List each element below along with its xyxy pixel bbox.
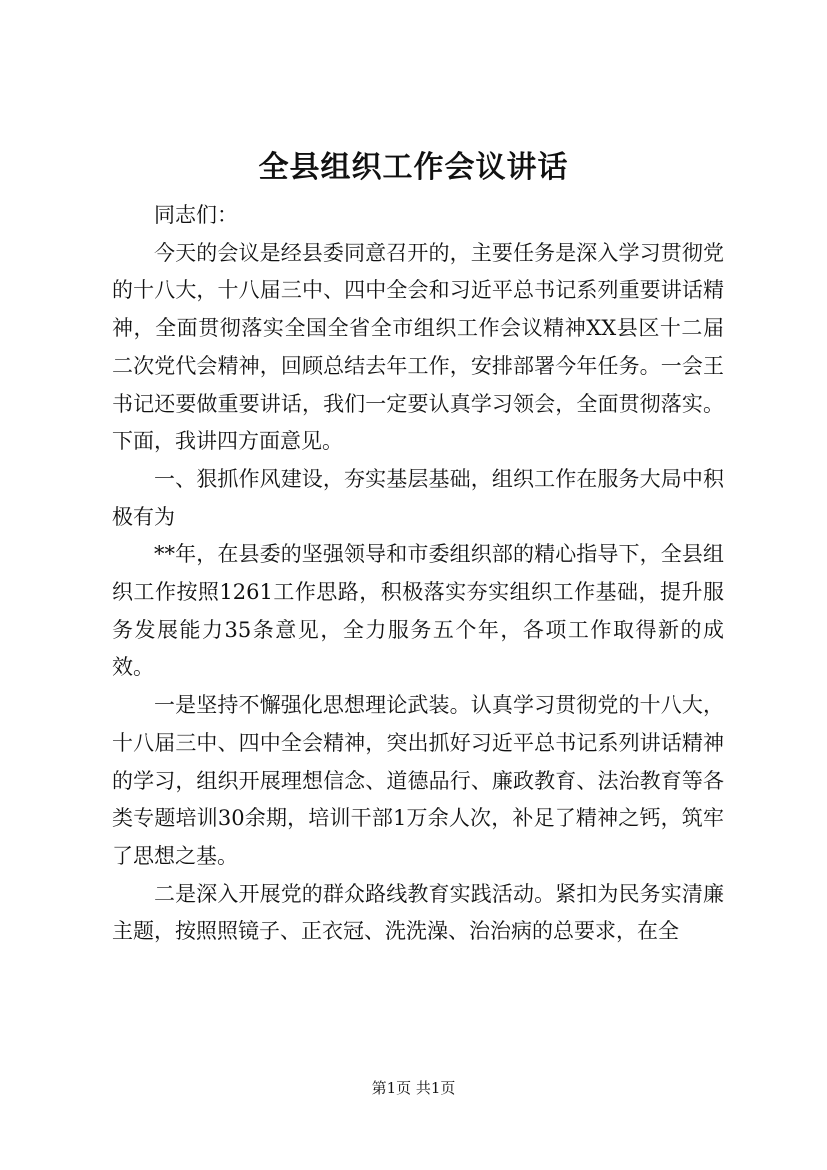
section-heading-1: 一、狠抓作风建设，夯实基层基础，组织工作在服务大局中积极有为 [112,466,724,529]
paragraph-point-2: 二是深入开展党的群众路线教育实践活动。紧扣为民务实清廉主题，按照照镜子、正衣冠、洗洗澡、治治病的总要求，在全 [112,881,724,944]
paragraph-summary: **年，在县委的坚强领导和市委组织部的精心指导下，全县组织工作按照1261工作思路，积极落实夯实组织工作基础，提升服务发展能力35条意见，全力服务五个年，各项工作取得新的成效。 [112,542,724,680]
paragraph-intro: 今天的会议是经县委同意召开的，主要任务是深入学习贯彻党的十八大，十八届三中、四中全会和习近平总书记系列重要讲话精神，全面贯彻落实全国全省全市组织工作会议精神XX县区十二届二次党代会精神，回顾总结去年工作，安排部署今年任务。一会王书记还要做重要讲话，我们一定要认真学习领会，全面贯彻落实。下面，我讲四方面意见。 [112,240,724,454]
document-title: 全县组织工作会议讲话 [258,150,569,185]
greeting: 同志们： [154,203,238,227]
page-number-footer: 第1页 共1页 [371,1079,456,1097]
document-body [112,197,724,951]
paragraph-point-1: 一是坚持不懈强化思想理论武装。认真学习贯彻党的十八大，十八届三中、四中全会精神，突出抓好习近平总书记系列讲话精神的学习，组织开展理想信念、道德品行、廉政教育、法治教育等各类专题培训30余期，培训干部1万余人次，补足了精神之钙，筑牢了思想之基。 [112,693,724,868]
